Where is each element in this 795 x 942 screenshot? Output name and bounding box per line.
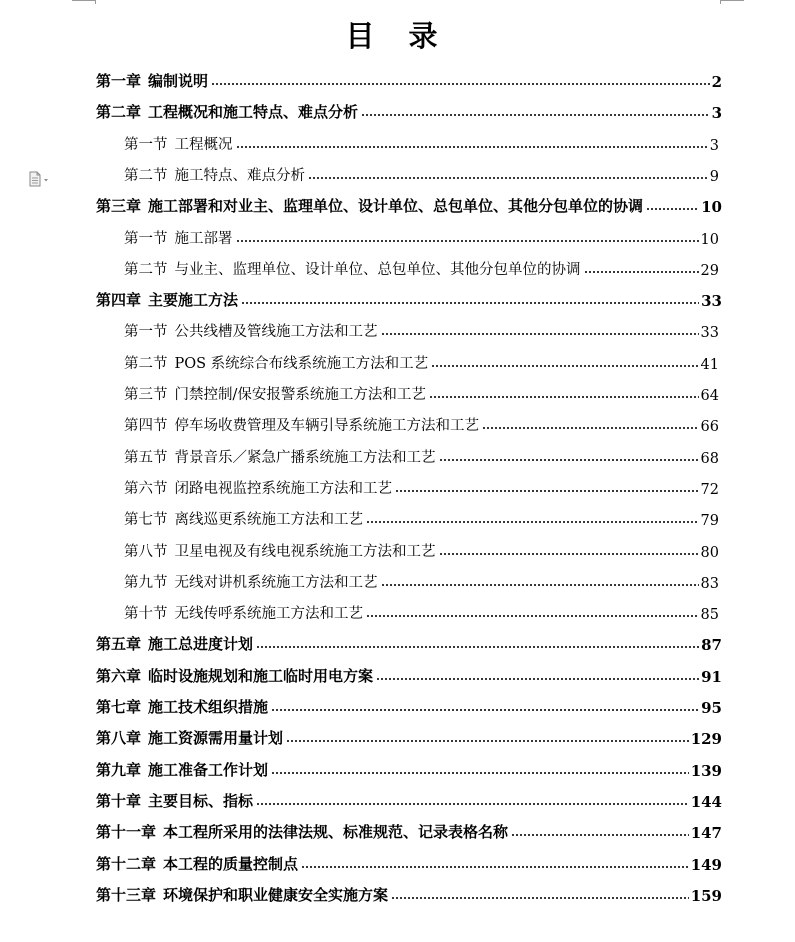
- toc-dot-leader: [376, 678, 699, 680]
- toc-entry-label: [96, 821, 509, 842]
- toc-entry-label: [96, 759, 269, 780]
- toc-page-number: 66: [700, 419, 719, 436]
- toc-page-number: 9: [709, 168, 719, 185]
- toc-entry-text: 施工特点、难点分析: [174, 167, 305, 184]
- toc-entry-text: 施工资源需用量计划: [148, 729, 284, 748]
- toc-chapter-entry[interactable]: [96, 758, 722, 780]
- toc-entry-label: [124, 414, 480, 435]
- toc-entry-number: 第六章: [96, 666, 142, 685]
- toc-entry-label: [96, 70, 209, 91]
- toc-dot-leader: [236, 146, 708, 148]
- toc-entry-label: [96, 853, 299, 874]
- toc-dot-leader: [439, 459, 699, 461]
- toc-page-number: 91: [701, 667, 722, 686]
- toc-dot-leader: [511, 834, 689, 836]
- toc-chapter-entry[interactable]: [96, 194, 722, 216]
- toc-section-entry[interactable]: [124, 570, 719, 592]
- toc-dot-leader: [431, 365, 698, 367]
- toc-page-number: 2: [711, 73, 722, 91]
- toc-page-number: 10: [701, 198, 722, 217]
- toc-entry-text: 闭路电视监控系统施工方法和工艺: [174, 480, 392, 497]
- toc-entry-number: 第十一章: [96, 823, 157, 842]
- toc-entry-label: [124, 446, 437, 467]
- toc-entry-number: 第八章: [96, 729, 142, 748]
- toc-page-number: 3: [711, 104, 722, 123]
- toc-page-number: 10: [700, 231, 719, 248]
- toc-section-entry[interactable]: [124, 507, 719, 529]
- toc-entry-label: [96, 884, 389, 905]
- toc-section-entry[interactable]: [124, 257, 719, 279]
- toc-entry-label: [124, 352, 429, 373]
- toc-entry-number: 第九节: [124, 574, 168, 591]
- toc-entry-text: 编制说明: [148, 72, 209, 90]
- toc-entry-number: 第六节: [124, 480, 168, 497]
- toc-chapter-entry[interactable]: [96, 820, 722, 842]
- page-corner-mark-left-vertical: [95, 0, 96, 4]
- toc-dot-leader: [395, 490, 699, 492]
- toc-entry-number: 第一节: [124, 324, 168, 341]
- toc-entry-label: [124, 602, 364, 623]
- toc-chapter-entry[interactable]: [96, 726, 722, 748]
- page-corner-mark-left: [72, 0, 96, 1]
- toc-entry-text: 停车场收费管理及车辆引导系统施工方法和工艺: [174, 418, 479, 435]
- toc-entry-number: 第二节: [124, 355, 168, 372]
- toc-entry-text: POS 系统综合布线系统施工方法和工艺: [174, 355, 429, 372]
- toc-entry-text: 工程概况和施工特点、难点分析: [148, 103, 359, 122]
- toc-page-number: 83: [700, 575, 719, 592]
- toc-section-entry[interactable]: [124, 163, 719, 185]
- toc-entry-text: 施工部署: [174, 230, 233, 247]
- toc-dot-leader: [366, 521, 699, 523]
- toc-dot-leader: [308, 177, 708, 179]
- toc-entry-text: 施工总进度计划: [148, 635, 254, 654]
- toc-entry-label: [124, 258, 582, 279]
- toc-dot-leader: [391, 897, 689, 899]
- toc-entry-text: 临时设施规划和施工临时用电方案: [148, 666, 374, 685]
- toc-entry-number: 第一章: [96, 72, 142, 90]
- toc-page-number: 68: [700, 450, 719, 467]
- toc-entry-number: 第十章: [96, 791, 142, 810]
- toc-entry-number: 第一节: [124, 230, 168, 247]
- toc-chapter-entry[interactable]: [96, 100, 722, 122]
- toc-entry-label: [96, 696, 269, 717]
- toc-chapter-entry[interactable]: [96, 883, 722, 905]
- toc-page-number: 3: [709, 137, 719, 154]
- toc-entry-number: 第二节: [124, 167, 168, 184]
- toc-entry-label: [124, 540, 437, 561]
- toc-dot-leader: [381, 584, 699, 586]
- toc-entry-number: 第十三章: [96, 885, 157, 904]
- toc-entry-number: 第十节: [124, 606, 168, 623]
- toc-dot-leader: [236, 240, 699, 242]
- toc-page-number: 41: [700, 356, 719, 373]
- toc-entry-number: 第三章: [96, 197, 142, 216]
- toc-dot-leader: [211, 83, 710, 85]
- toc-chapter-entry[interactable]: [96, 695, 722, 717]
- toc-chapter-entry[interactable]: [96, 789, 722, 811]
- toc-entry-text: 与业主、监理单位、设计单位、总包单位、其他分包单位的协调: [174, 261, 581, 278]
- page-corner-mark-right-vertical: [720, 0, 721, 4]
- document-options-icon[interactable]: [29, 171, 51, 187]
- toc-page-number: 80: [700, 544, 719, 561]
- toc-entry-number: 第八节: [124, 543, 168, 560]
- toc-dot-leader: [361, 114, 710, 116]
- toc-entry-label: [96, 665, 374, 686]
- toc-entry-text: 背景音乐／紧急广播系统施工方法和工艺: [174, 449, 436, 466]
- toc-entry-number: 第七节: [124, 512, 168, 529]
- toc-entry-number: 第九章: [96, 760, 142, 779]
- toc-dot-leader: [271, 709, 699, 711]
- toc-dot-leader: [241, 302, 699, 304]
- toc-section-entry[interactable]: [124, 351, 719, 373]
- toc-entry-number: 第二章: [96, 103, 142, 122]
- toc-chapter-entry[interactable]: [96, 632, 722, 654]
- toc-entry-label: [124, 164, 306, 185]
- toc-page-number: 29: [700, 262, 719, 279]
- toc-page-number: 147: [690, 824, 722, 843]
- toc-entry-label: [124, 477, 393, 498]
- toc-entry-number: 第四节: [124, 418, 168, 435]
- toc-chapter-entry[interactable]: [96, 69, 722, 91]
- toc-dot-leader: [256, 803, 689, 805]
- toc-page-number: 85: [700, 607, 719, 624]
- toc-dot-leader: [301, 866, 689, 868]
- toc-chapter-entry[interactable]: [96, 288, 722, 310]
- toc-page-number: 159: [690, 886, 722, 905]
- toc-section-entry[interactable]: [124, 382, 719, 404]
- toc-entry-text: 环境保护和职业健康安全实施方案: [163, 885, 389, 904]
- toc-entry-label: [124, 320, 379, 341]
- toc-dot-leader: [584, 271, 699, 273]
- toc-dot-leader: [366, 615, 699, 617]
- toc-entry-label: [124, 383, 427, 404]
- toc-entry-text: 公共线槽及管线施工方法和工艺: [174, 324, 378, 341]
- page-corner-mark-right: [720, 0, 744, 1]
- toc-entry-label: [96, 101, 359, 122]
- toc-entry-number: 第三节: [124, 387, 168, 403]
- toc-page-number: 87: [701, 636, 722, 655]
- toc-section-entry[interactable]: [124, 319, 719, 341]
- toc-entry-text: 卫星电视及有线电视系统施工方法和工艺: [174, 543, 436, 560]
- toc-entry-text: 本工程的质量控制点: [163, 854, 299, 873]
- toc-entry-label: [96, 289, 239, 310]
- toc-entry-label: [124, 508, 364, 529]
- toc-entry-text: 本工程所采用的法律法规、标准规范、记录表格名称: [163, 823, 509, 842]
- toc-entry-text: 无线传呼系统施工方法和工艺: [174, 606, 363, 623]
- toc-entry-label: [96, 727, 284, 748]
- toc-section-entry[interactable]: [124, 132, 719, 154]
- toc-section-entry[interactable]: [124, 539, 719, 561]
- toc-dot-leader: [646, 208, 699, 210]
- toc-chapter-entry[interactable]: [96, 664, 722, 686]
- toc-entry-text: 门禁控制/保安报警系统施工方法和工艺: [174, 387, 426, 403]
- toc-dot-leader: [271, 772, 689, 774]
- toc-entry-text: 主要目标、指标: [148, 791, 254, 810]
- toc-dot-leader: [439, 553, 699, 555]
- toc-dot-leader: [482, 427, 699, 429]
- toc-entry-label: [96, 790, 254, 811]
- toc-entry-text: 工程概况: [174, 136, 233, 153]
- toc-section-entry[interactable]: [124, 601, 719, 623]
- toc-page-number: 33: [701, 292, 722, 311]
- toc-entry-number: 第十二章: [96, 854, 157, 873]
- toc-entry-text: 施工准备工作计划: [148, 760, 269, 779]
- toc-page-number: 64: [700, 388, 719, 404]
- toc-entry-text: 离线巡更系统施工方法和工艺: [174, 512, 363, 529]
- toc-page-number: 95: [701, 699, 722, 717]
- toc-entry-number: 第二节: [124, 261, 168, 278]
- toc-entry-number: 第五章: [96, 635, 142, 654]
- toc-page-number: 129: [690, 730, 722, 749]
- toc-dot-leader: [286, 740, 689, 742]
- toc-entry-number: 第五节: [124, 449, 168, 466]
- toc-entry-label: [124, 133, 234, 154]
- toc-dot-leader: [429, 396, 699, 398]
- toc-section-entry[interactable]: [124, 445, 719, 467]
- toc-page-number: 139: [690, 761, 722, 780]
- toc-chapter-entry[interactable]: [96, 852, 722, 874]
- toc-section-entry[interactable]: [124, 413, 719, 435]
- toc-entry-number: 第一节: [124, 136, 168, 153]
- toc-page-number: 33: [700, 325, 719, 342]
- toc-entry-text: 施工部署和对业主、监理单位、设计单位、总包单位、其他分包单位的协调: [148, 197, 644, 216]
- toc-entry-label: [124, 227, 234, 248]
- toc-page-number: 72: [700, 481, 719, 498]
- toc-entry-label: [96, 195, 644, 216]
- toc-entry-text: 施工技术组织措施: [148, 698, 269, 716]
- toc-page-number: 79: [700, 513, 719, 530]
- toc-page-number: 144: [690, 792, 722, 811]
- toc-entry-number: 第七章: [96, 698, 142, 716]
- toc-dot-leader: [381, 333, 699, 335]
- toc-entry-label: [124, 571, 379, 592]
- toc-section-entry[interactable]: [124, 226, 719, 248]
- toc-entry-text: 无线对讲机系统施工方法和工艺: [174, 574, 378, 591]
- toc-entry-label: [96, 633, 254, 654]
- toc-page-number: 149: [690, 855, 722, 874]
- toc-entry-text: 主要施工方法: [148, 291, 239, 310]
- toc-title: 目 录: [345, 19, 450, 53]
- toc-dot-leader: [256, 646, 699, 648]
- toc-section-entry[interactable]: [124, 476, 719, 498]
- toc-entry-number: 第四章: [96, 291, 142, 310]
